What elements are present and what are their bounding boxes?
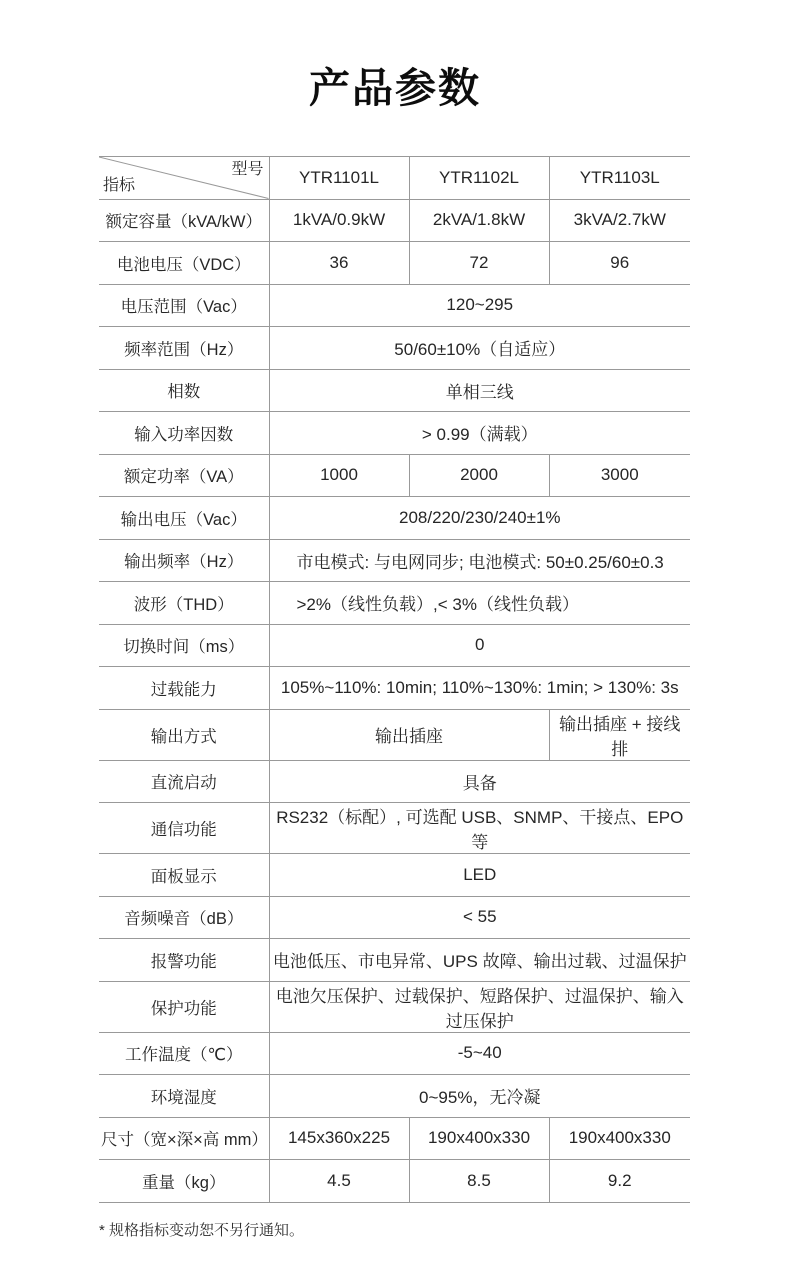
spec-row xyxy=(99,803,690,854)
corner-header-cell xyxy=(99,157,269,200)
spec-value: 2kVA/1.8kW xyxy=(409,199,549,242)
spec-table-body xyxy=(99,199,690,1202)
spec-row xyxy=(99,1117,690,1160)
spec-value: 1kVA/0.9kW xyxy=(269,199,409,242)
spec-row xyxy=(99,242,690,285)
spec-label: 工作温度（℃） xyxy=(99,1032,269,1075)
spec-row xyxy=(99,1075,690,1118)
spec-label: 电压范围（Vac） xyxy=(99,284,269,327)
spec-value: 190x400x330 xyxy=(549,1117,690,1160)
spec-value: 3000 xyxy=(549,454,690,497)
spec-row xyxy=(99,981,690,1032)
spec-value: 1000 xyxy=(269,454,409,497)
spec-row xyxy=(99,539,690,582)
spec-label: 通信功能 xyxy=(99,803,269,854)
spec-label: 直流启动 xyxy=(99,760,269,803)
spec-value: 市电模式: 与电网同步; 电池模式: 50±0.25/60±0.3 xyxy=(269,539,690,582)
spec-value: 145x360x225 xyxy=(269,1117,409,1160)
spec-row xyxy=(99,327,690,370)
spec-value: 208/220/230/240±1% xyxy=(269,497,690,540)
spec-label: 相数 xyxy=(99,369,269,412)
spec-label: 切换时间（ms） xyxy=(99,624,269,667)
spec-label: 输出电压（Vac） xyxy=(99,497,269,540)
spec-value: 36 xyxy=(269,242,409,285)
spec-value: 具备 xyxy=(269,760,690,803)
spec-header-row xyxy=(99,157,690,200)
spec-row xyxy=(99,454,690,497)
spec-value: RS232（标配）, 可选配 USB、SNMP、干接点、EPO 等 xyxy=(269,803,690,854)
product-spec-table xyxy=(99,156,690,1203)
spec-value: 电池欠压保护、过载保护、短路保护、过温保护、输入过压保护 xyxy=(269,981,690,1032)
spec-value: 8.5 xyxy=(409,1160,549,1203)
spec-value: 0~95%，无冷凝 xyxy=(269,1075,690,1118)
spec-label: 额定容量（kVA/kW） xyxy=(99,199,269,242)
spec-row xyxy=(99,284,690,327)
spec-value: -5~40 xyxy=(269,1032,690,1075)
spec-row xyxy=(99,1160,690,1203)
product-spec-page xyxy=(0,55,790,1284)
spec-label: 保护功能 xyxy=(99,981,269,1032)
spec-row xyxy=(99,854,690,897)
spec-row xyxy=(99,412,690,455)
spec-label: 面板显示 xyxy=(99,854,269,897)
spec-label: 额定功率（VA） xyxy=(99,454,269,497)
spec-label: 电池电压（VDC） xyxy=(99,242,269,285)
model-column-header: YTR1103L xyxy=(549,157,690,200)
spec-value: 单相三线 xyxy=(269,369,690,412)
spec-value: 输出插座 xyxy=(269,709,549,760)
spec-label: 波形（THD） xyxy=(99,582,269,625)
spec-value: 105%~110%: 10min; 110%~130%: 1min; > 130%: 3s xyxy=(269,667,690,710)
spec-row xyxy=(99,667,690,710)
page-title: 产品参数 xyxy=(309,65,481,111)
spec-label: 输出方式 xyxy=(99,709,269,760)
spec-value: 190x400x330 xyxy=(409,1117,549,1160)
spec-row xyxy=(99,939,690,982)
model-column-header: YTR1101L xyxy=(269,157,409,200)
model-column-header: YTR1102L xyxy=(409,157,549,200)
spec-value: < 55 xyxy=(269,896,690,939)
spec-value: LED xyxy=(269,854,690,897)
spec-label: 报警功能 xyxy=(99,939,269,982)
spec-value: 2000 xyxy=(409,454,549,497)
spec-row xyxy=(99,369,690,412)
corner-label-model: 型号 xyxy=(231,161,264,178)
corner-label-indicator: 指标 xyxy=(103,177,136,195)
spec-value: 72 xyxy=(409,242,549,285)
spec-value: > 0.99（满载） xyxy=(269,412,690,455)
spec-label: 环境湿度 xyxy=(99,1075,269,1118)
spec-value: 输出插座 + 接线排 xyxy=(549,709,690,760)
spec-value: 120~295 xyxy=(269,284,690,327)
footnote: * 规格指标变动恕不另行通知。 xyxy=(99,1221,305,1239)
spec-row xyxy=(99,709,690,760)
spec-value: 4.5 xyxy=(269,1160,409,1203)
spec-label: 音频噪音（dB） xyxy=(99,896,269,939)
spec-label: 输入功率因数 xyxy=(99,412,269,455)
spec-row xyxy=(99,624,690,667)
spec-value: 3kVA/2.7kW xyxy=(549,199,690,242)
spec-label: 频率范围（Hz） xyxy=(99,327,269,370)
spec-row xyxy=(99,582,690,625)
spec-row xyxy=(99,497,690,540)
spec-value: 0 xyxy=(269,624,690,667)
spec-value: >2%（线性负载）,< 3%（线性负载） xyxy=(269,582,690,625)
spec-row xyxy=(99,896,690,939)
spec-row xyxy=(99,760,690,803)
spec-row xyxy=(99,199,690,242)
spec-row xyxy=(99,1032,690,1075)
spec-label: 尺寸（宽×深×高 mm） xyxy=(99,1117,269,1160)
spec-table-container xyxy=(99,156,690,1203)
spec-label: 输出频率（Hz） xyxy=(99,539,269,582)
spec-value: 50/60±10%（自适应） xyxy=(269,327,690,370)
spec-label: 重量（kg） xyxy=(99,1160,269,1203)
spec-value: 9.2 xyxy=(549,1160,690,1203)
spec-value: 电池低压、市电异常、UPS 故障、输出过载、过温保护 xyxy=(269,939,690,982)
spec-value: 96 xyxy=(549,242,690,285)
spec-label: 过载能力 xyxy=(99,667,269,710)
